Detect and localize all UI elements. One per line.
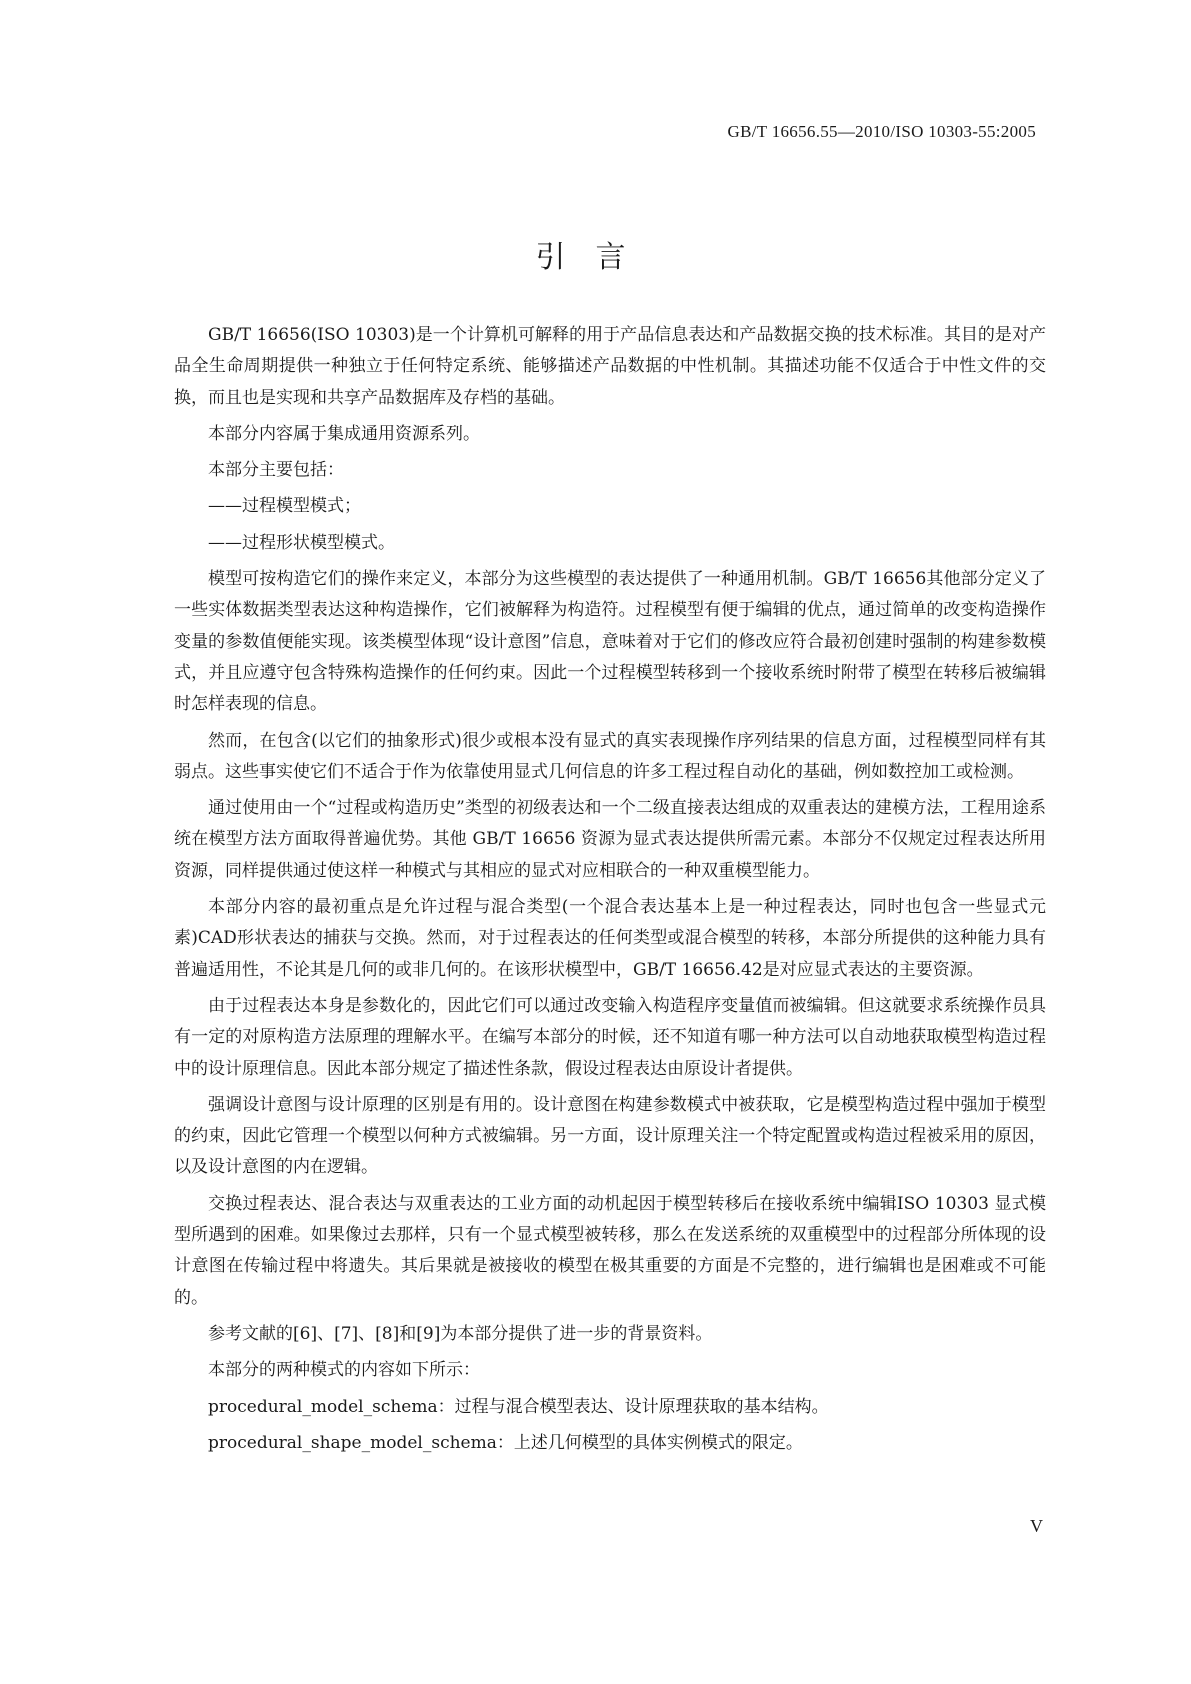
page-number: V [1030, 1516, 1043, 1536]
paragraph: 本部分内容属于集成通用资源系列。 [208, 423, 480, 444]
paragraph: 本部分内容的最初重点是允许过程与混合类型(一个混合表达基本上是一种过程表达，同时也包含一些显式元素)CAD形状表达的捕获与交换。然而，对于过程表达的任何类型或混合模型的转移，本部分所提供的这种能力具有普遍适用性，不论其是几何的或非几何的。在该形状模型中，GB/T 16656.42是对应显式表达的主要资源。 [174, 897, 1046, 980]
paragraph: 本部分的两种模式的内容如下所示： [208, 1360, 480, 1381]
paragraph: 参考文献的[6]、[7]、[8]和[9]为本部分提供了进一步的背景资料。 [208, 1323, 713, 1344]
page-title: 引言 [535, 240, 656, 275]
list-item: ——过程模型模式； [208, 496, 361, 517]
body-text [174, 320, 1046, 1464]
paragraph: 由于过程表达本身是参数化的，因此它们可以通过改变输入构造程序变量值而被编辑。但这就要求系统操作员具有一定的对原构造方法原理的理解水平。在编写本部分的时候，还不知道有哪一种方法可以自动地获取模型构造过程中的设计原理信息。因此本部分规定了描述性条款，假设过程表达由原设计者提供。 [174, 995, 1046, 1079]
document-header: GB/T 16656.55—2010/ISO 10303-55:2005 [727, 122, 1036, 141]
paragraph: procedural_shape_model_schema：上述几何模型的具体实例模式的限定。 [208, 1432, 803, 1453]
list-item: ——过程形状模型模式。 [208, 532, 395, 553]
paragraph: 强调设计意图与设计原理的区别是有用的。设计意图在构建参数模式中被获取，它是模型构造过程中强加于模型的约束，因此它管理一个模型以何种方式被编辑。另一方面，设计原理关注一个特定配置或构造过程被采用的原因，以及设计意图的内在逻辑。 [174, 1094, 1046, 1178]
paragraph: 本部分主要包括： [208, 460, 344, 481]
paragraph: 然而，在包含(以它们的抽象形式)很少或根本没有显式的真实表现操作序列结果的信息方面，过程模型同样有其弱点。这些事实使它们不适合于作为依靠使用显式几何信息的许多工程过程自动化的基础，例如数控加工或检测。 [174, 730, 1046, 782]
paragraph: 交换过程表达、混合表达与双重表达的工业方面的动机起因于模型转移后在接收系统中编辑ISO 10303 显式模型所遇到的困难。如果像过去那样，只有一个显式模型被转移，那么在发送系统的双重模型中的过程部分所体现的设计意图在传输过程中将遗失。其后果就是被接收的模型在极其重要的方面是不完整的，进行编辑也是困难或不可能的。 [174, 1193, 1046, 1308]
paragraph: 通过使用由一个“过程或构造历史”类型的初级表达和一个二级直接表达组成的双重表达的建模方法，工程用途系统在模型方法方面取得普遍优势。其他 GB/T 16656 资源为显式表达提供所需元素。本部分不仅规定过程表达所用资源，同样提供通过使这样一种模式与其相应的显式对应相联合的一种双重模型能力。 [174, 798, 1046, 881]
paragraph: 模型可按构造它们的操作来定义，本部分为这些模型的表达提供了一种通用机制。GB/T 16656其他部分定义了一些实体数据类型表达这种构造操作，它们被解释为构造符。过程模型有便于编辑的优点，通过简单的改变构造操作变量的参数值便能实现。该类模型体现“设计意图”信息，意味着对于它们的修改应符合最初创建时强制的构建参数模式，并且应遵守包含特殊构造操作的任何约束。因此一个过程模型转移到一个接收系统时附带了模型在转移后被编辑时怎样表现的信息。 [174, 569, 1046, 715]
paragraph: procedural_model_schema：过程与混合模型表达、设计原理获取的基本结构。 [208, 1396, 829, 1417]
paragraph: GB/T 16656(ISO 10303)是一个计算机可解释的用于产品信息表达和产品数据交换的技术标准。其目的是对产品全生命周期提供一种独立于任何特定系统、能够描述产品数据的中性机制。其描述功能不仅适合于中性文件的交换，而且也是实现和共享产品数据库及存档的基础。 [174, 325, 1046, 408]
